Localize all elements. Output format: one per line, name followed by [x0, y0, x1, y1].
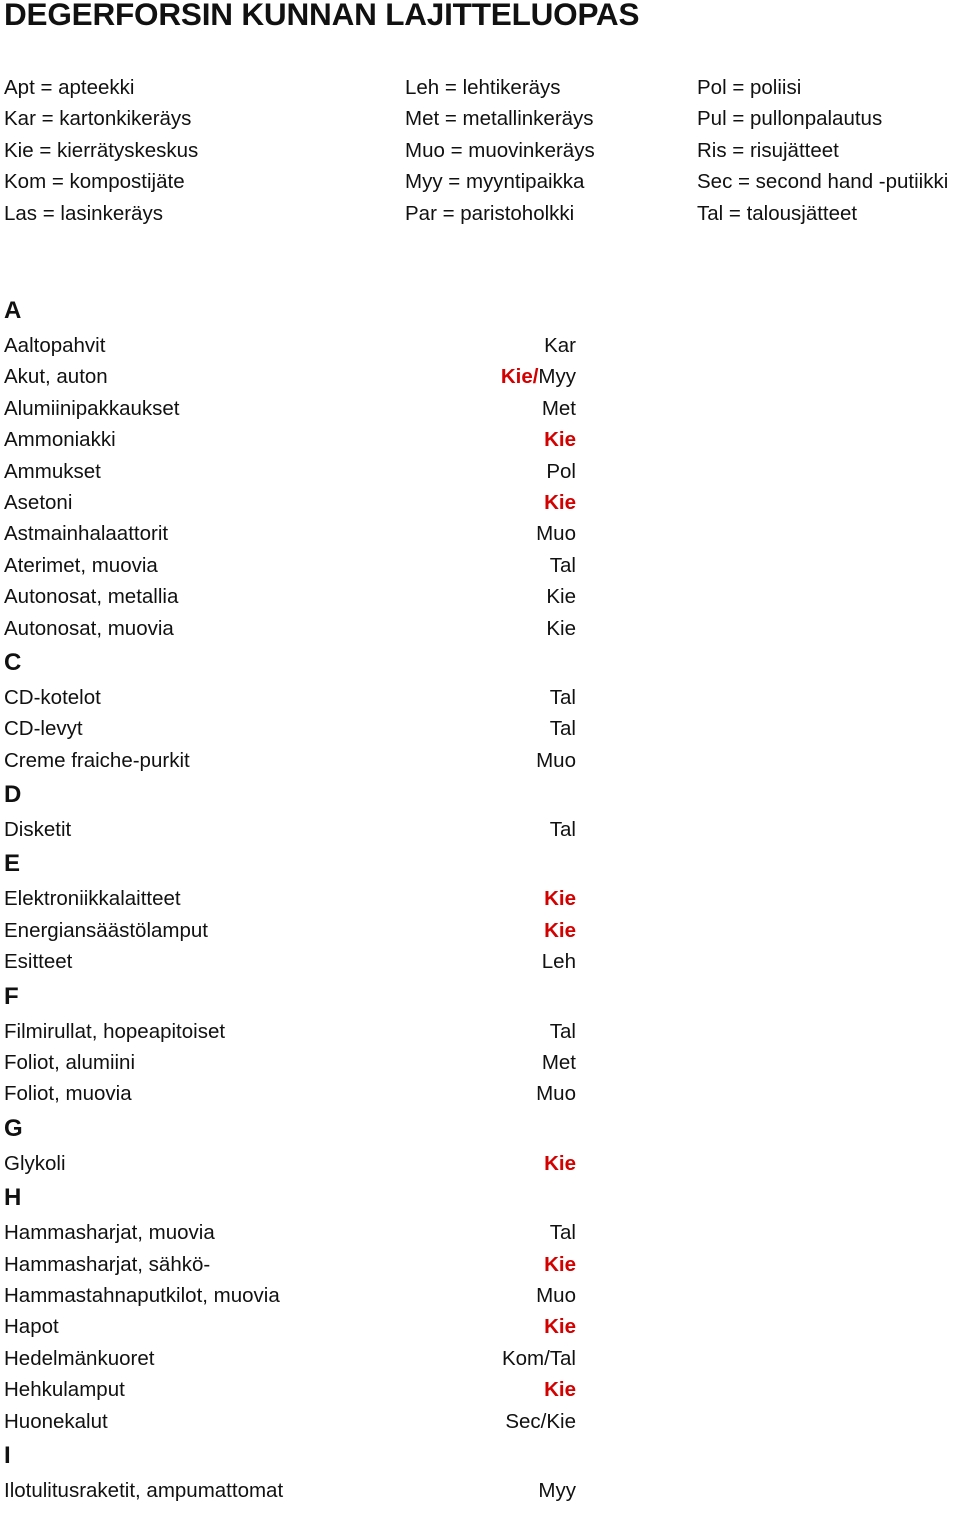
disposal-code: [544, 883, 576, 914]
list-item: [0, 518, 600, 549]
disposal-code: [536, 518, 576, 549]
legend-entry: Myy = myyntipaikka: [405, 170, 585, 194]
list-item: [0, 883, 600, 914]
legend-entry: Las = lasinkeräys: [4, 201, 163, 225]
item-name: Aterimet, muovia: [4, 553, 158, 577]
disposal-code: [536, 1280, 576, 1311]
legend-entry: Kar = kartonkikeräys: [4, 107, 192, 131]
list-item: [0, 361, 600, 392]
item-name: Ammoniakki: [4, 428, 116, 452]
list-item: [0, 487, 600, 518]
code-part: Tal: [549, 553, 576, 577]
disposal-code: [550, 682, 576, 713]
legend-entry: Muo = muovinkeräys: [405, 138, 595, 162]
disposal-code: [542, 1047, 576, 1078]
legend-column-3: [697, 72, 948, 229]
legend-entry: Apt = apteekki: [4, 76, 135, 99]
disposal-code: [544, 1249, 576, 1280]
code-part: Muo: [536, 522, 576, 546]
disposal-code: [544, 330, 576, 361]
item-name: Hammastahnaputkilot, muovia: [4, 1283, 280, 1307]
code-part: Myy: [538, 365, 576, 389]
hazard-code-part: Kie: [544, 490, 576, 514]
item-name: Esitteet: [4, 950, 73, 974]
disposal-code: [550, 713, 576, 744]
legend-column-2: [405, 72, 595, 229]
disposal-code: [502, 1343, 576, 1374]
list-item: [0, 1047, 600, 1078]
hazard-code-part: Kie: [544, 887, 576, 911]
list-item: [0, 1217, 600, 1248]
legend-entry: Kom = kompostijäte: [4, 170, 185, 194]
disposal-code: [501, 361, 576, 392]
item-name: Asetoni: [4, 490, 73, 514]
disposal-code: [542, 946, 576, 977]
item-name: Glykoli: [4, 1151, 66, 1175]
code-part: Pol: [546, 459, 576, 483]
hazard-code-part: Kie: [544, 918, 576, 942]
code-part: Kie: [546, 616, 576, 640]
legend-column-1: [4, 72, 198, 229]
code-part: Muo: [536, 748, 576, 772]
section-letter: H: [4, 1184, 22, 1212]
section-letter: D: [4, 781, 22, 809]
legend-entry: Sec = second hand -putiikki: [697, 170, 949, 194]
item-name: Alumiinipakkaukset: [4, 396, 180, 420]
item-name: Hammasharjat, sähkö-: [4, 1252, 211, 1276]
item-name: Hehkulamput: [4, 1378, 125, 1402]
list-item: [0, 393, 600, 424]
item-name: CD-levyt: [4, 717, 83, 741]
list-item: [0, 1343, 600, 1374]
hazard-code-part: Kie: [544, 1378, 576, 1402]
disposal-code: [505, 1406, 576, 1437]
legend-entry: Par = paristoholkki: [405, 201, 575, 225]
legend-entry: Pol = poliisi: [697, 76, 802, 99]
list-item: [0, 1374, 600, 1405]
list-item: [0, 745, 600, 776]
item-name: Ilotulitusraketit, ampumattomat: [4, 1478, 284, 1502]
disposal-code: [544, 487, 576, 518]
list-item: [0, 1311, 600, 1342]
section-letter: A: [4, 297, 22, 324]
item-name: CD-kotelot: [4, 685, 101, 709]
list-item: [0, 713, 600, 744]
code-part: Tal: [549, 1019, 576, 1043]
disposal-code: [542, 393, 576, 424]
list-item: [0, 581, 600, 612]
disposal-code: [544, 1311, 576, 1342]
list-item: [0, 814, 600, 845]
section-letter: E: [4, 850, 21, 878]
sorting-list: [0, 292, 600, 1506]
list-item: [0, 1078, 600, 1109]
code-part: Kie: [546, 585, 576, 609]
legend-entry: Ris = risujätteet: [697, 138, 839, 162]
item-name: Disketit: [4, 818, 72, 842]
item-name: Akut, auton: [4, 365, 108, 389]
disposal-code: [550, 1217, 576, 1248]
code-part: Tal: [549, 818, 576, 842]
hazard-code-part: Kie: [544, 1151, 576, 1175]
hazard-code-part: Kie/: [500, 365, 539, 389]
disposal-code: [550, 1016, 576, 1047]
list-item: [0, 1148, 600, 1179]
disposal-code: [544, 1148, 576, 1179]
code-part: Myy: [538, 1478, 576, 1502]
item-name: Creme fraiche-purkit: [4, 748, 190, 772]
code-part: Muo: [536, 1283, 576, 1307]
disposal-code: [544, 1374, 576, 1405]
hazard-code-part: Kie: [544, 1315, 576, 1339]
section-letter: G: [4, 1114, 23, 1142]
item-name: Foliot, muovia: [4, 1082, 132, 1106]
section-letter: F: [4, 982, 19, 1010]
item-name: Ammukset: [4, 459, 101, 483]
legend-entry: Kie = kierrätyskeskus: [4, 138, 199, 162]
list-item: [0, 1406, 600, 1437]
list-item: [0, 682, 600, 713]
item-name: Hapot: [4, 1315, 59, 1339]
disposal-code: [544, 424, 576, 455]
item-name: Autonosat, metallia: [4, 585, 179, 609]
item-name: Autonosat, muovia: [4, 616, 174, 640]
item-name: Energiansäästölamput: [4, 918, 208, 942]
disposal-code: [544, 915, 576, 946]
disposal-code: [550, 814, 576, 845]
list-item: [0, 1016, 600, 1047]
code-part: Muo: [536, 1082, 576, 1106]
legend-entry: Met = metallinkeräys: [405, 107, 594, 131]
disposal-code: [546, 581, 576, 612]
legend-entry: Tal = talousjätteet: [697, 201, 858, 225]
item-name: Aaltopahvit: [4, 334, 106, 357]
code-part: Leh: [541, 950, 576, 974]
disposal-code: [536, 1078, 576, 1109]
list-item: [0, 946, 600, 977]
item-name: Huonekalut: [4, 1409, 108, 1433]
list-item: [0, 424, 600, 455]
list-item: [0, 915, 600, 946]
disposal-code: [536, 745, 576, 776]
item-name: Elektroniikkalaitteet: [4, 887, 181, 911]
list-item: [0, 456, 600, 487]
hazard-code-part: Kie: [544, 1252, 576, 1276]
section-letter: C: [4, 648, 22, 676]
code-part: Met: [541, 396, 576, 420]
list-item: [0, 1280, 600, 1311]
disposal-code: [550, 550, 576, 581]
disposal-code: [538, 1475, 576, 1506]
disposal-code: [546, 456, 576, 487]
code-part: Tal: [549, 685, 576, 709]
legend-entry: Leh = lehtikeräys: [405, 76, 561, 99]
code-part: Met: [541, 1051, 576, 1075]
code-part: Kom/Tal: [501, 1346, 576, 1370]
legend-entry: Pul = pullonpalautus: [697, 107, 883, 131]
list-item: [0, 550, 600, 581]
code-part: Tal: [549, 717, 576, 741]
item-name: Hedelmänkuoret: [4, 1346, 155, 1370]
list-item: [0, 1475, 600, 1506]
item-name: Foliot, alumiini: [4, 1051, 136, 1075]
disposal-code: [546, 613, 576, 644]
code-part: Tal: [549, 1221, 576, 1245]
code-part: Sec/Kie: [505, 1409, 576, 1433]
section-letter: I: [4, 1441, 11, 1469]
item-name: Astmainhalaattorit: [4, 522, 169, 546]
code-part: Kar: [544, 334, 576, 357]
list-item: [0, 330, 600, 361]
item-name: Hammasharjat, muovia: [4, 1221, 215, 1245]
abbreviation-legend: [0, 72, 960, 232]
list-item: [0, 1249, 600, 1280]
hazard-code-part: Kie: [544, 428, 576, 452]
page-title: DEGERFORSIN KUNNAN LAJITTELUOPAS: [4, 0, 640, 32]
item-name: Filmirullat, hopeapitoiset: [4, 1019, 226, 1043]
list-item: [0, 613, 600, 644]
